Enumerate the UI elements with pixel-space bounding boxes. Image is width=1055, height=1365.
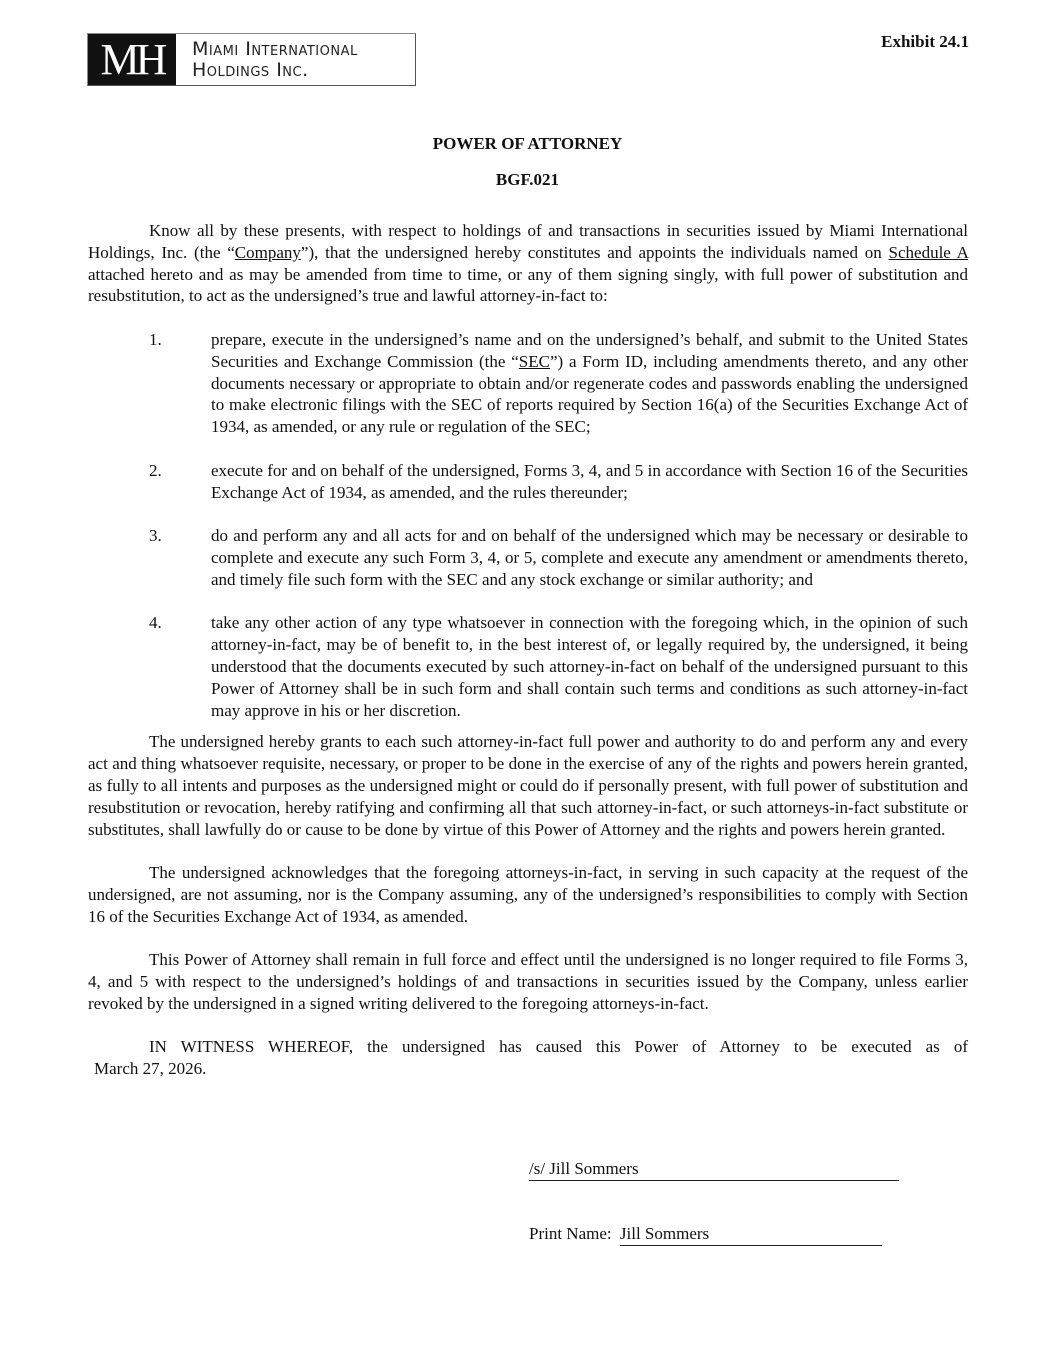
print-name-value: Jill Sommers xyxy=(620,1223,882,1246)
print-name-line xyxy=(529,1223,882,1246)
print-name-label: Print Name: xyxy=(529,1224,612,1243)
company-logo xyxy=(87,33,416,86)
list-item: 2. execute for and on behalf of the undersigned, Forms 3, 4, and 5 in accordance with Section 16 of the Securities Exchange Act of 1934, as amended, and the rules thereunder; xyxy=(149,460,968,502)
list-item: 3. do and perform any and all acts for and on behalf of the undersigned which may be necessary or desirable to complete and execute any such Form 3, 4, or 5, complete and execute any amendment or amendments thereto, and timely file such form with the SEC and any stock exchange or similar authority; and xyxy=(149,526,968,589)
list-item: 1. prepare, execute in the undersigned’s name and on the undersigned’s behalf, and submit to the United States Securities and Exchange Commission (the “SEC”) a Form ID, including amendments thereto, and any other documents necessary or appropriate to obtain and/or regenerate codes and passwords enabling the undersigned to make electronic filings with the SEC of reports required by Section 16(a) of the Securities Exchange Act of 1934, as amended, or any rule or regulation of the SEC; xyxy=(149,329,969,437)
document-title: POWER OF ATTORNEY xyxy=(432,134,623,153)
logo-mark: MH xyxy=(88,34,176,85)
logo-text xyxy=(192,39,358,81)
duration-paragraph: This Power of Attorney shall remain in full force and effect until the undersigned is no longer required to file Forms 3, 4, and 5 with respect to the undersigned’s holdings of and transactions in securities issued by the Company, unless earlier revoked by the undersigned in a signed writing delivered to the foregoing attorneys-in-fact. xyxy=(88,950,968,1013)
exhibit-label: Exhibit 24.1 xyxy=(881,32,969,51)
list-item: 4. take any other action of any type whatsoever in connection with the foregoing which, in the opinion of such attorney-in-fact, may be of benefit to, in the best interest of, or legally required by, the undersigned, it being understood that the documents executed by such attorney-in-fact on behalf of the undersigned pursuant to this Power of Attorney shall be in such form and shall contain such terms and conditions as such attorney-in-fact may approve in his or her discretion. xyxy=(149,613,968,720)
signature: /s/ Jill Sommers xyxy=(529,1158,899,1181)
execution-date: March 27, 2026. xyxy=(94,1059,207,1079)
intro-paragraph: Know all by these presents, with respect to holdings of and transactions in securities issued by Miami International Holdings, Inc. (the “Company”), that the undersigned hereby constitutes and appoints the individuals named on Schedule A attached hereto and as may be amended from time to time, or any of them signing singly, with full power of substitution and resubstitution, to act as the undersigned’s true and lawful attorney-in-fact to: xyxy=(88,221,968,306)
logo-line-2: Holdings Inc. xyxy=(192,58,309,81)
grant-paragraph: The undersigned hereby grants to each such attorney-in-fact full power and authority to do and perform any and every act and thing whatsoever requisite, necessary, or proper to be done in the exercise of any of the rights and powers herein granted, as fully to all intents and purposes as the undersigned might or could do if personally present, with full power of substitution and resubstitution or revocation, hereby ratifying and confirming all that such attorney-in-fact, or such attorneys-in-fact substitute or substitutes, shall lawfully do or cause to be done by virtue of this Power of Attorney and the rights and powers herein granted. xyxy=(88,732,968,839)
signature-line xyxy=(529,1158,899,1181)
document-body xyxy=(88,220,968,1080)
logo-line-1: Miami International xyxy=(192,37,358,60)
acknowledgement-paragraph: The undersigned acknowledges that the foregoing attorneys-in-fact, in serving in such capacity at the request of the undersigned, are not assuming, nor is the Company assuming, any of the undersigned’s responsibilities to comply with Section 16 of the Securities Exchange Act of 1934, as amended. xyxy=(88,863,968,926)
witness-paragraph: IN WITNESS WHEREOF, the undersigned has caused this Power of Attorney to be executed as of xyxy=(149,1037,968,1057)
document-subtitle: BGF.021 xyxy=(495,170,560,189)
